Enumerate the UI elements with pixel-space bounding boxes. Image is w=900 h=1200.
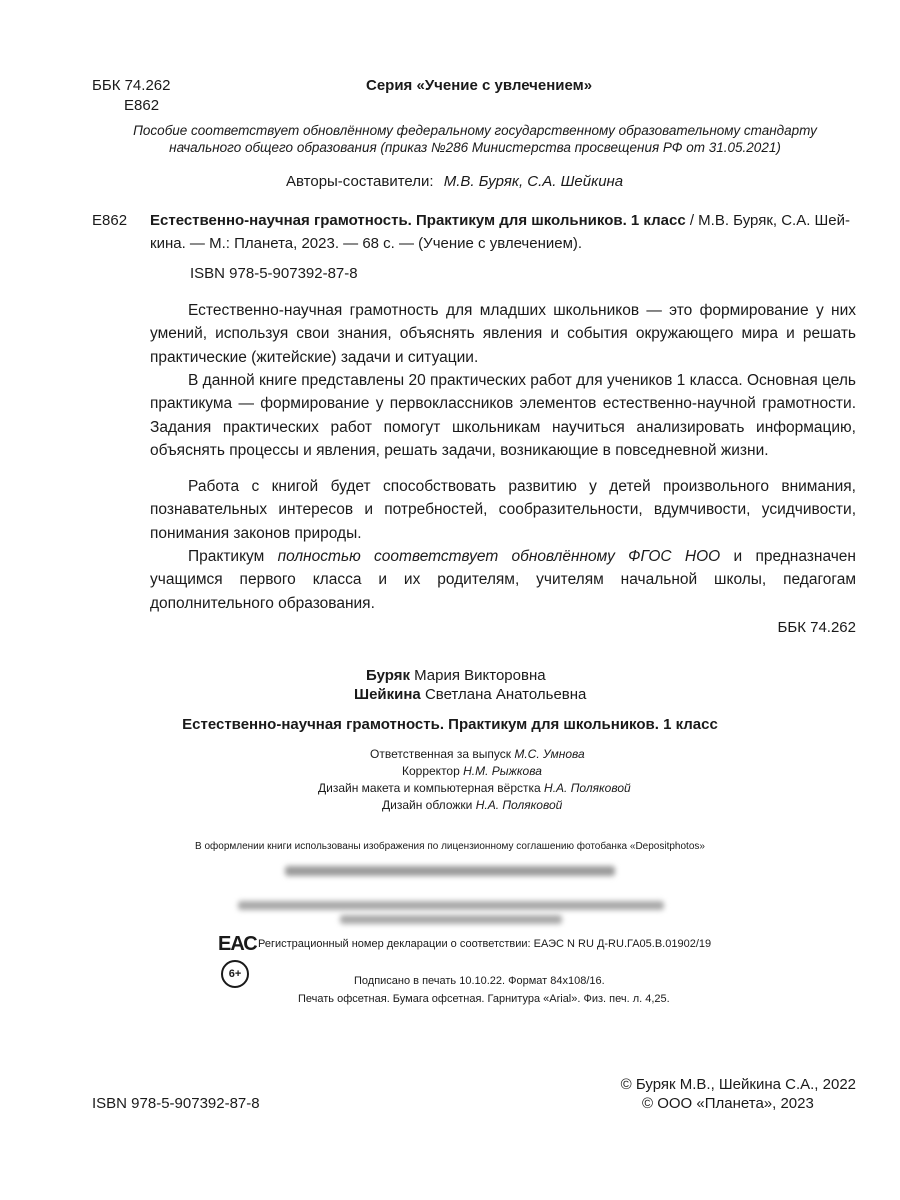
series-title: Серия «Учение с увлечением» [366, 77, 593, 94]
author2-surname: Шейкина [354, 686, 421, 703]
imprint-author-1 [366, 666, 546, 686]
bib-isbn: ISBN 978-5-907392-87-8 [190, 265, 358, 282]
credit-4-name: Н.А. Поляковой [475, 798, 563, 812]
p4-start: Практикум [188, 548, 265, 565]
credit-3-role: Дизайн макета и компьютерная вёрстка [318, 781, 541, 795]
copyright-authors: © Буряк М.В., Шейкина С.А., 2022 [620, 1076, 856, 1093]
annotation-bbk: ББК 74.262 [777, 619, 856, 636]
author1-surname: Буряк [366, 667, 410, 684]
p4-italic: полностью соответствует обновлённому ФГОС НОО [277, 548, 721, 565]
blurred-text-line [238, 901, 664, 910]
credit-1-name: М.С. Умнова [514, 747, 585, 761]
credit-3-name: Н.А. Поляковой [544, 781, 631, 795]
bib-line-1 [150, 211, 860, 231]
bbk-code-top: ББК 74.262 [92, 77, 171, 94]
authors-line [286, 172, 623, 192]
age-rating-badge: 6+ [221, 960, 249, 988]
credit-1 [370, 746, 585, 762]
copyright-publisher: © ООО «Планета», 2023 [642, 1095, 814, 1112]
authors-label: Авторы-составители: [286, 173, 434, 190]
eac-mark-icon: ЕАС [218, 933, 257, 955]
credit-3 [318, 780, 631, 796]
standard-note-line-1: Пособие соответствует обновлённому федеральному государственному образовательному стандарту [133, 123, 817, 138]
bib-line-2: кина. — М.: Планета, 2023. — 68 с. — (Учение с увлечением). [150, 235, 583, 252]
credit-2-name: Н.М. Рыжкова [463, 764, 542, 778]
blurred-text-line [340, 915, 562, 924]
depositphotos-note: В оформлении книги использованы изображения по лицензионному соглашению фотобанка «Depositphotos» [195, 841, 705, 852]
print-details-1: Подписано в печать 10.10.22. Формат 84х108/16. [354, 975, 605, 987]
annotation-paragraph-1: Естественно-научная грамотность для младших школьников — это формирование у них умений, используя свои знания, объяснять явления и события окружающего мира и решать практические (житейские) задачи и ситуации. [150, 302, 856, 366]
imprint-title: Естественно-научная грамотность. Практикум для школьников. 1 класс [182, 716, 718, 733]
author2-name: Светлана Анатольевна [424, 686, 587, 703]
author-sign-top: Е862 [124, 97, 160, 114]
registration-number: Регистрационный номер декларации о соответствии: ЕАЭС N RU Д-RU.ГА05.В.01902/19 [258, 938, 712, 950]
credit-4 [382, 797, 562, 813]
print-details-2: Печать офсетная. Бумага офсетная. Гарнитура «Arial». Физ. печ. л. 4,25. [298, 993, 670, 1005]
standard-note [100, 122, 850, 156]
annotation-paragraph-4 [150, 545, 856, 615]
footer-isbn: ISBN 978-5-907392-87-8 [92, 1095, 260, 1112]
p4-end: и предназначен учащимся первого класса и их родителям, учителям начальной школы, педагогам дополнительного образования. [150, 548, 856, 612]
bib-authors: / М.В. Буряк, С.А. Шей- [689, 212, 851, 229]
credit-4-role: Дизайн обложки [382, 798, 473, 812]
annotation-paragraph-3: Работа с книгой будет способствовать развитию у детей произвольного внимания, познавательных интересов и потребностей, сообразительности, вдумчивости, усидчивости, понимания законов природы. [150, 478, 856, 542]
bib-title: Естественно-научная грамотность. Практикум для школьников. 1 класс [150, 212, 686, 229]
bib-code: Е862 [92, 212, 128, 229]
author1-name: Мария Викторовна [414, 667, 546, 684]
imprint-author-2 [354, 685, 586, 705]
annotation-paragraph-2: В данной книге представлены 20 практических работ для учеников 1 класса. Основная цель практикума — формирование у первоклассников элементов естественно-научной грамотности. Задания практических работ помогут школьникам научиться анализировать информацию, объяснять процессы и явления, решать задачи, возникающие в повседневной жизни. [150, 372, 856, 460]
authors-names: М.В. Буряк, С.А. Шейкина [443, 173, 624, 190]
credit-2-role: Корректор [402, 764, 460, 778]
blurred-text-line [285, 866, 615, 876]
credit-2 [402, 763, 542, 779]
credit-1-role: Ответственная за выпуск [370, 747, 511, 761]
standard-note-line-2: начального общего образования (приказ №286 Министерства просвещения РФ от 31.05.2021) [169, 140, 781, 155]
